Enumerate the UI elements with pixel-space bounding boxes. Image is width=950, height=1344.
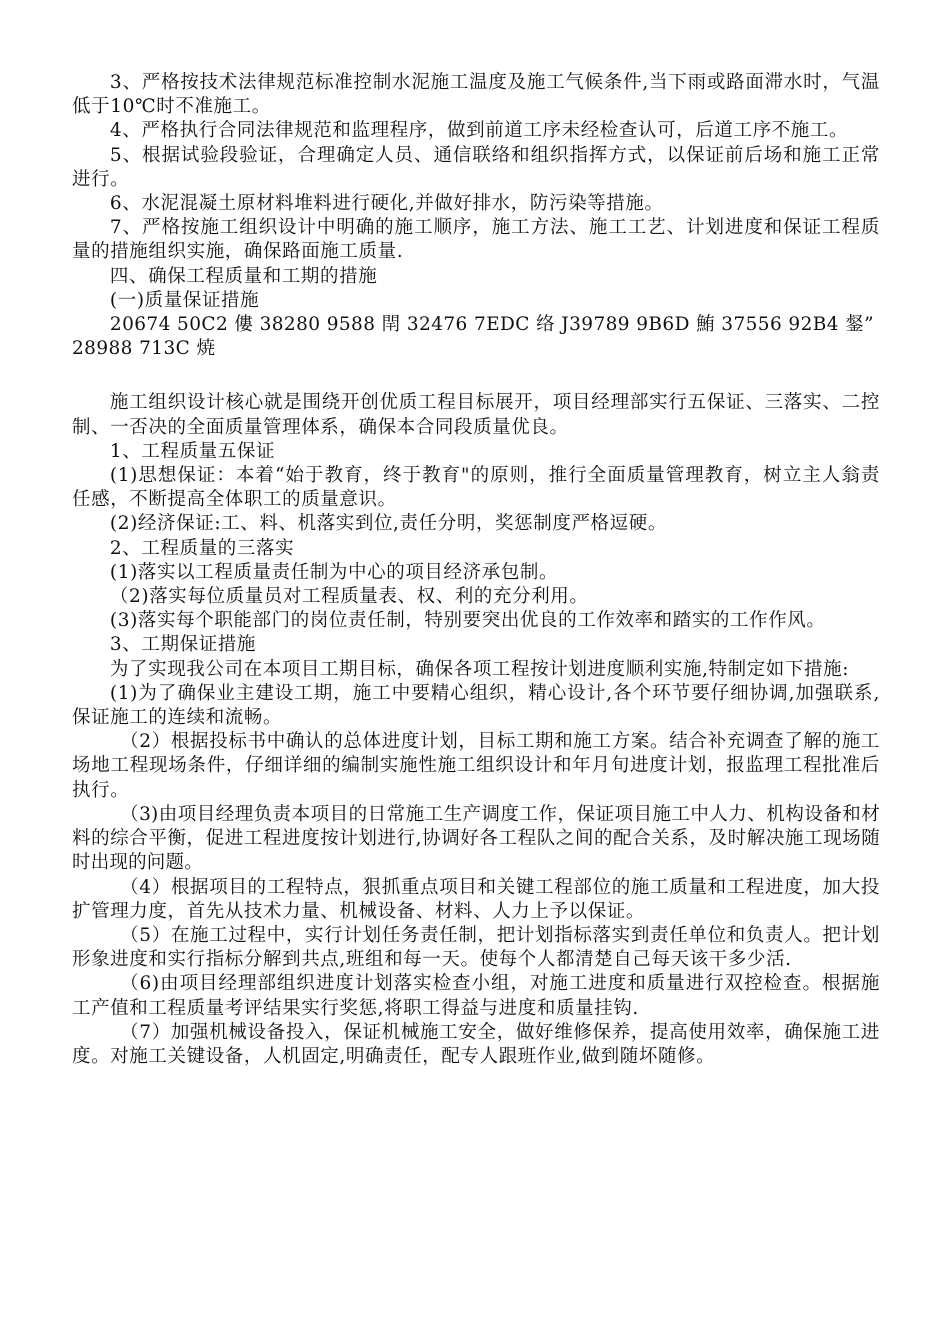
heading: 2、工程质量的三落实 [109, 537, 295, 559]
document-page [72, 71, 880, 1069]
paragraph: 3、严格按技术法律规范标准控制水泥施工温度及施工气候条件,当下雨或路面滞水时，气温低于10℃时不准施工。 [72, 72, 880, 118]
paragraph: （4）根据项目的工程特点，狠抓重点项目和关键工程部位的施工质量和工程进度，加大投扩管理力度，首先从技术力量、机械设备、材料、人力上予以保证。 [72, 876, 880, 922]
paragraph: 5、根据试验段验证，合理确定人员、通信联络和组织指挥方式，以保证前后场和施工正常进行。 [72, 144, 880, 190]
paragraph: (2)经济保证:工、料、机落实到位,责任分明，奖惩制度严格逗硬。 [109, 513, 667, 535]
paragraph: (1)思想保证：本着“始于教育，终于教育"的原则，推行全面质量管理教育，树立主人翁责任感，不断提高全体职工的质量意识。 [72, 465, 880, 511]
paragraph: 6、水泥混凝土原材料堆料进行硬化,并做好排水，防污染等措施。 [109, 193, 664, 215]
heading: 1、工程质量五保证 [109, 440, 276, 462]
paragraph: （7）加强机械设备投入，保证机械施工安全，做好维修保养，提高使用效率，确保施工进度。对施工关键设备，人机固定,明确责任，配专人跟班作业,做到随坏随修。 [72, 1021, 880, 1067]
paragraph: （5）在施工过程中，实行计划任务责任制，把计划指标落实到责任单位和负责人。把计划形象进度和实行指标分解到共点,班组和每一天。使每个人都清楚自己每天该干多少活. [72, 924, 880, 971]
paragraph: （6)由项目经理部组织进度计划落实检查小组，对施工进度和质量进行双控检查。根据施工产值和工程质量考评结果实行奖惩,将职工得益与进度和质量挂钩. [72, 973, 880, 1019]
paragraph: （2）根据投标书中确认的总体进度计划，目标工期和施工方案。结合补充调查了解的施工场地工程现场条件，仔细详细的编制实施性施工组织设计和年月旬进度计划，报监理工程批准后执行。 [72, 731, 880, 801]
spacer [72, 361, 880, 391]
paragraph: 施工组织设计核心就是围绕开创优质工程目标展开，项目经理部实行五保证、三落实、二控制、一否决的全面质量管理体系，确保本合同段质量优良。 [72, 392, 880, 438]
garbled-code-line: 20674 50C2 僂 38280 9588 閈 32476 7EDC 络 J39789 9B6D 鮪 37556 92B4 錖” 28988 713C 焼 [72, 314, 874, 360]
paragraph: 7、严格按施工组织设计中明确的施工顺序，施工方法、施工工艺、计划进度和保证工程质量的措施组织实施，确保路面施工质量. [72, 217, 880, 263]
paragraph: 4、严格执行合同法律规范和监理程序，做到前道工序未经检查认可，后道工序不施工。 [109, 120, 849, 142]
paragraph: （3)由项目经理负责本项目的日常施工生产调度工作，保证项目施工中人力、机构设备和材料的综合平衡，促进工程进度按计划进行,协调好各工程队之间的配合关系，及时解决施工现场随时出现的问题。 [72, 803, 880, 874]
heading: 3、工期保证措施 [109, 634, 256, 656]
paragraph: (1)落实以工程质量责任制为中心的项目经济承包制。 [109, 561, 559, 583]
subsection-heading: (一)质量保证措施 [109, 289, 260, 311]
paragraph: （2)落实每位质量员对工程质量表、权、利的充分利用。 [109, 586, 589, 608]
paragraph: (3)落实每个职能部门的岗位责任制，特别要突出优良的工作效率和踏实的工作作风。 [109, 610, 826, 632]
paragraph: (1)为了确保业主建设工期，施工中要精心组织，精心设计,各个环节要仔细协调,加强联系,保证施工的连续和流畅。 [72, 682, 880, 729]
section-heading: 四、确保工程质量和工期的措施 [109, 265, 378, 287]
paragraph: 为了实现我公司在本项目工期目标，确保各项工程按计划进度顺利实施,特制定如下措施: [109, 658, 850, 680]
